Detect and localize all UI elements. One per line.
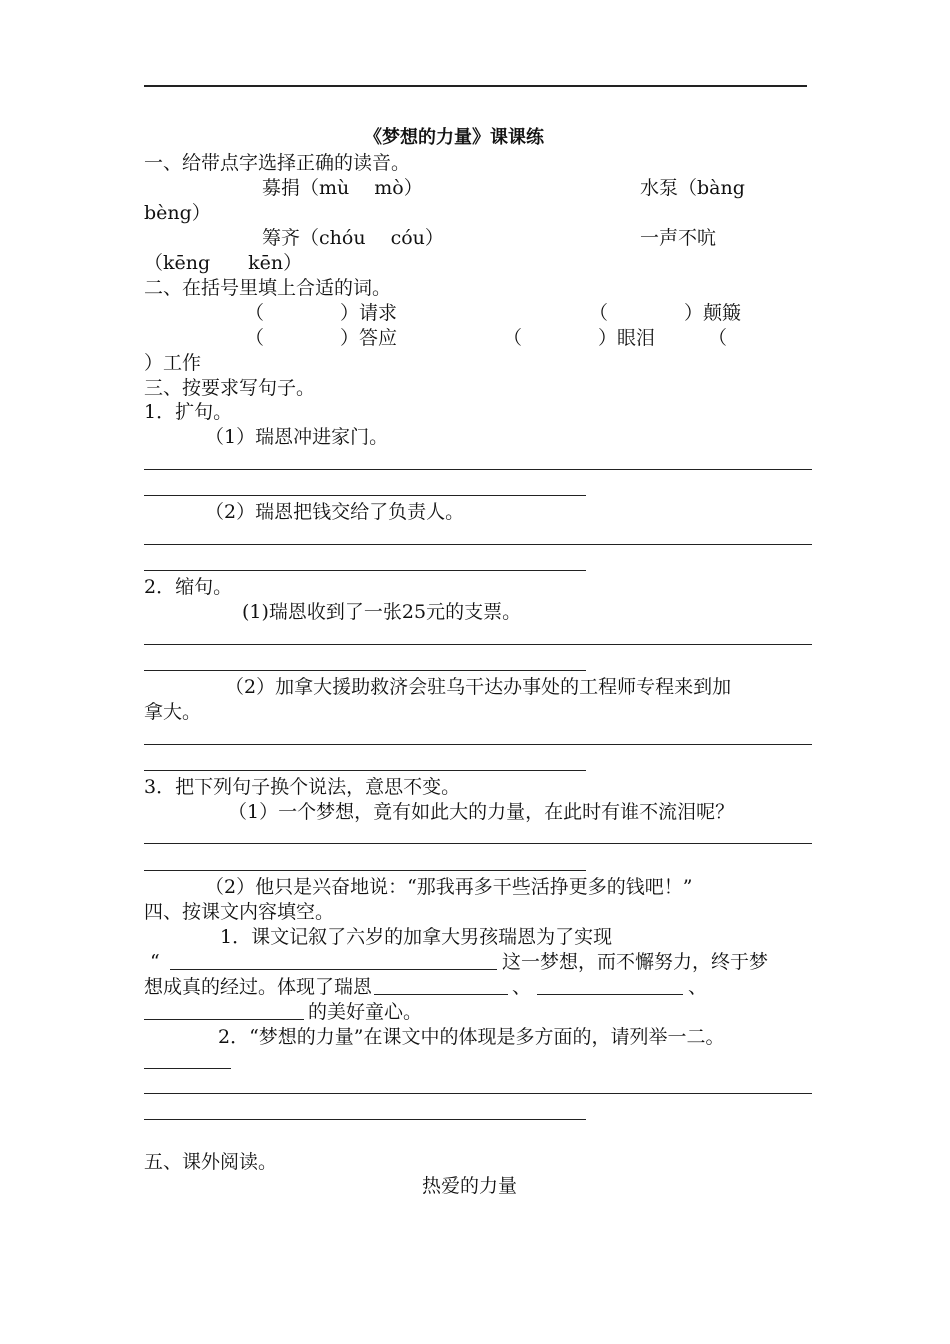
q2-sentence-2-cont: 拿大。	[144, 701, 202, 723]
fill-word-daying: （ ）答应	[245, 327, 398, 349]
s4-q1-open-quote: “	[150, 951, 160, 973]
answer-line[interactable]	[144, 570, 586, 571]
answer-line[interactable]	[144, 744, 812, 745]
s4-q1-line4-tail: 的美好童心。	[308, 1001, 423, 1023]
q2-sentence-2: （2）加拿大援助救济会驻乌干达办事处的工程师专程来到加	[225, 676, 732, 698]
section5-heading: 五、课外阅读。	[144, 1151, 278, 1173]
fill-word-qingqiu: （ ）请求	[245, 302, 398, 324]
q1-sentence-2: （2）瑞恩把钱交给了负责人。	[205, 501, 465, 523]
s4-q1-line3: 想成真的经过。体现了瑞恩	[144, 976, 373, 998]
fill-word-gongzuo: ）工作	[144, 352, 202, 374]
answer-line[interactable]	[144, 1093, 812, 1094]
fill-word-yanlei: （ ）眼泪	[503, 327, 656, 349]
q1-sentence-1: （1）瑞恩冲进家门。	[205, 426, 389, 448]
pinyin-item-yishengbukeng: 一声不吭	[640, 227, 717, 249]
section2-heading: 二、在括号里填上合适的词。	[144, 277, 392, 299]
s4-q1-line2-tail: 这一梦想，而不懈努力，终于梦	[502, 951, 769, 973]
blank-dream[interactable]	[170, 969, 497, 970]
q3-sentence-2: （2）他只是兴奋地说：“那我再多干些活挣更多的钱吧！”	[205, 876, 693, 898]
answer-line[interactable]	[144, 670, 586, 671]
q2-sentence-1: (1)瑞恩收到了一张25元的支票。	[242, 601, 522, 623]
blank-trait-2[interactable]	[537, 994, 683, 995]
pinyin-item-mujuan: 募捐（mù mò）	[262, 177, 423, 199]
answer-line[interactable]	[144, 644, 812, 645]
section3-heading: 三、按要求写句子。	[144, 377, 316, 399]
answer-line[interactable]	[144, 495, 586, 496]
pinyin-item-chouqi: 筹齐（chóu cóu）	[262, 227, 444, 249]
answer-line[interactable]	[144, 870, 586, 871]
q2-label: 2．缩句。	[144, 576, 233, 598]
passage-title: 热爱的力量	[422, 1175, 518, 1197]
section4-heading: 四、按课文内容填空。	[144, 901, 335, 923]
answer-line[interactable]	[144, 469, 812, 470]
pinyin-item-shuibeng: 水泵（bàng	[640, 177, 745, 199]
q3-label: 3．把下列句子换个说法，意思不变。	[144, 776, 461, 798]
worksheet-title: 《梦想的力量》课课练	[364, 127, 544, 148]
fill-word-gongzuo-open: （	[708, 327, 728, 349]
q3-sentence-1: （1）一个梦想，竟有如此大的力量，在此时有谁不流泪呢？	[228, 801, 735, 823]
pinyin-item-shuibeng-cont: bèng）	[144, 202, 211, 224]
q1-label: 1．扩句。	[144, 401, 233, 423]
pinyin-item-yishengbukeng-cont: （kēng kēn）	[144, 252, 303, 274]
s4-q1-sep1: 、	[512, 976, 532, 998]
s4-q1-line1: 1．课文记叙了六岁的加拿大男孩瑞恩为了实现	[220, 926, 613, 948]
answer-line[interactable]	[144, 544, 812, 545]
section1-heading: 一、给带点字选择正确的读音。	[144, 152, 411, 174]
answer-line[interactable]	[144, 770, 586, 771]
header-rule	[144, 85, 807, 87]
s4-q2-text: 2．“梦想的力量”在课文中的体现是多方面的，请列举一二。	[218, 1026, 725, 1048]
answer-line[interactable]	[144, 843, 812, 844]
s4-q1-sep2: 、	[688, 976, 708, 998]
blank-trait-3[interactable]	[144, 1019, 304, 1020]
fill-word-dianbo: （ ）颠簸	[589, 302, 742, 324]
blank-trait-1[interactable]	[374, 994, 508, 995]
answer-line[interactable]	[144, 1119, 586, 1120]
answer-line[interactable]	[144, 1068, 231, 1069]
